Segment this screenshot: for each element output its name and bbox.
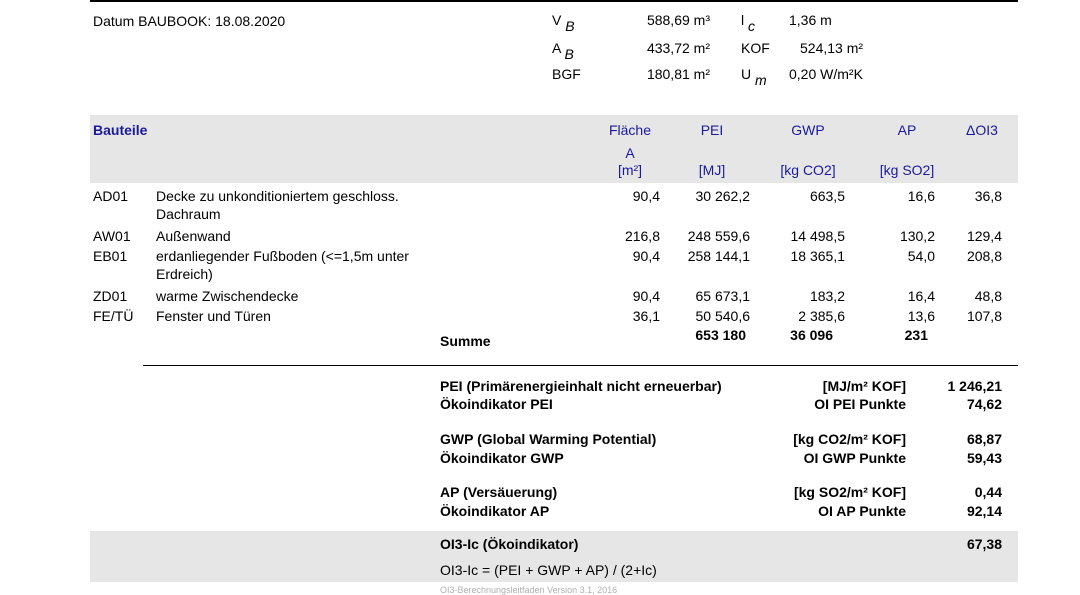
metric-vb-symbol: V B: [552, 12, 575, 34]
col-ap-label: AP: [897, 122, 917, 138]
row-flaeche: 90,4: [632, 188, 660, 204]
oi3-value: 67,38: [966, 536, 1002, 552]
metric-um-symbol: U m: [741, 66, 767, 88]
indicator-unit: OI GWP Punkte: [803, 450, 906, 466]
row-name: warme Zwischendecke: [156, 288, 299, 304]
metric-bgf-value: 180,81 m²: [646, 66, 710, 82]
row-flaeche: 216,8: [624, 228, 660, 244]
col-ap-unit: [kg SO2]: [879, 162, 935, 178]
row-oi3: 208,8: [966, 248, 1002, 264]
row-name: Fenster und Türen: [156, 308, 271, 324]
metric-ab-symbol: A B: [552, 40, 574, 62]
indicator-value: 1 246,21: [947, 378, 1002, 394]
row-flaeche: 90,4: [632, 248, 660, 264]
indicator-unit: OI PEI Punkte: [814, 396, 906, 412]
row-gwp: 14 498,5: [790, 228, 845, 244]
indicator-unit: [MJ/m² KOF]: [822, 378, 906, 394]
row-flaeche: 36,1: [632, 308, 660, 324]
col-pei-unit: [MJ]: [698, 162, 726, 178]
indicator-value: 59,43: [966, 450, 1002, 466]
row-name-cont: Dachraum: [156, 206, 221, 222]
summe-gwp: 36 096: [790, 327, 833, 343]
row-code: ZD01: [93, 288, 128, 304]
row-code: EB01: [93, 248, 128, 264]
indicator-label: GWP (Global Warming Potential): [440, 431, 657, 447]
row-oi3: 107,8: [966, 308, 1002, 324]
row-pei: 50 540,6: [695, 308, 750, 324]
row-gwp: 183,2: [809, 288, 845, 304]
metric-kof-value: 524,13 m²: [800, 40, 864, 56]
row-name: Decke zu unkonditioniertem geschloss.: [156, 188, 399, 204]
row-pei: 258 144,1: [687, 248, 750, 264]
table-title: Bauteile: [93, 122, 148, 138]
row-gwp: 663,5: [809, 188, 845, 204]
row-code: AW01: [93, 228, 131, 244]
row-oi3: 48,8: [974, 288, 1002, 304]
indicator-label: Ökoindikator PEI: [440, 396, 553, 412]
row-gwp: 18 365,1: [790, 248, 845, 264]
indicator-unit: [kg CO2/m² KOF]: [793, 431, 906, 447]
row-name-cont: Erdreich): [156, 266, 213, 282]
indicator-value: 92,14: [966, 503, 1002, 519]
separator-line: [143, 365, 1018, 366]
datum-label: Datum BAUBOOK: 18.08.2020: [93, 13, 286, 29]
col-pei-label: PEI: [700, 122, 724, 138]
oi3-label: OI3-Ic (Ökoindikator): [440, 536, 579, 552]
col-gwp-unit: [kg CO2]: [780, 162, 836, 178]
metric-lc-symbol: l c: [741, 12, 756, 34]
col-flaeche-unit: [m²]: [617, 162, 643, 178]
row-gwp: 2 385,6: [798, 308, 845, 324]
row-ap: 54,0: [907, 248, 935, 264]
row-name: Außenwand: [156, 228, 231, 244]
indicator-label: PEI (Primärenergieinhalt nicht erneuerbar): [440, 378, 722, 394]
row-code: FE/TÜ: [93, 308, 134, 324]
indicator-value: 0,44: [974, 484, 1002, 500]
col-flaeche-unit-top: A: [625, 145, 635, 161]
indicator-value: 74,62: [966, 396, 1002, 412]
indicator-unit: [kg SO2/m² KOF]: [793, 484, 906, 500]
indicator-unit: OI AP Punkte: [818, 503, 906, 519]
summe-ap: 231: [904, 327, 928, 343]
top-rule: [90, 0, 1018, 2]
metric-um-value: 0,20 W/m²K: [789, 66, 863, 82]
col-gwp-label: GWP: [791, 122, 825, 138]
indicator-label: Ökoindikator AP: [440, 503, 550, 519]
metric-lc-value: 1,36 m: [789, 12, 832, 28]
indicator-value: 68,87: [966, 431, 1002, 447]
row-flaeche: 90,4: [632, 288, 660, 304]
row-pei: 30 262,2: [695, 188, 750, 204]
indicator-label: AP (Versäuerung): [440, 484, 558, 500]
metric-bgf-symbol: BGF: [552, 66, 581, 82]
footer-note: OI3-Berechnungsleitfaden Version 3.1, 2016: [440, 585, 618, 595]
row-ap: 13,6: [907, 308, 935, 324]
row-ap: 16,6: [907, 188, 935, 204]
summe-label: Summe: [440, 333, 491, 349]
metric-kof-symbol: KOF: [741, 40, 770, 56]
indicator-label: Ökoindikator GWP: [440, 450, 564, 466]
row-name: erdanliegender Fußboden (<=1,5m unter: [156, 248, 409, 264]
col-flaeche-label: Fläche: [608, 122, 652, 138]
row-code: AD01: [93, 188, 129, 204]
row-pei: 65 673,1: [695, 288, 750, 304]
row-ap: 16,4: [907, 288, 935, 304]
col-oi3-label: ΔOI3: [966, 122, 998, 138]
row-pei: 248 559,6: [687, 228, 750, 244]
row-oi3: 36,8: [974, 188, 1002, 204]
summe-pei: 653 180: [695, 327, 746, 343]
oi3-formula: OI3-Ic = (PEI + GWP + AP) / (2+Ic): [440, 562, 657, 578]
metric-vb-value: 588,69 m³: [646, 12, 710, 28]
row-oi3: 129,4: [966, 228, 1002, 244]
metric-ab-value: 433,72 m²: [646, 40, 710, 56]
row-ap: 130,2: [899, 228, 935, 244]
